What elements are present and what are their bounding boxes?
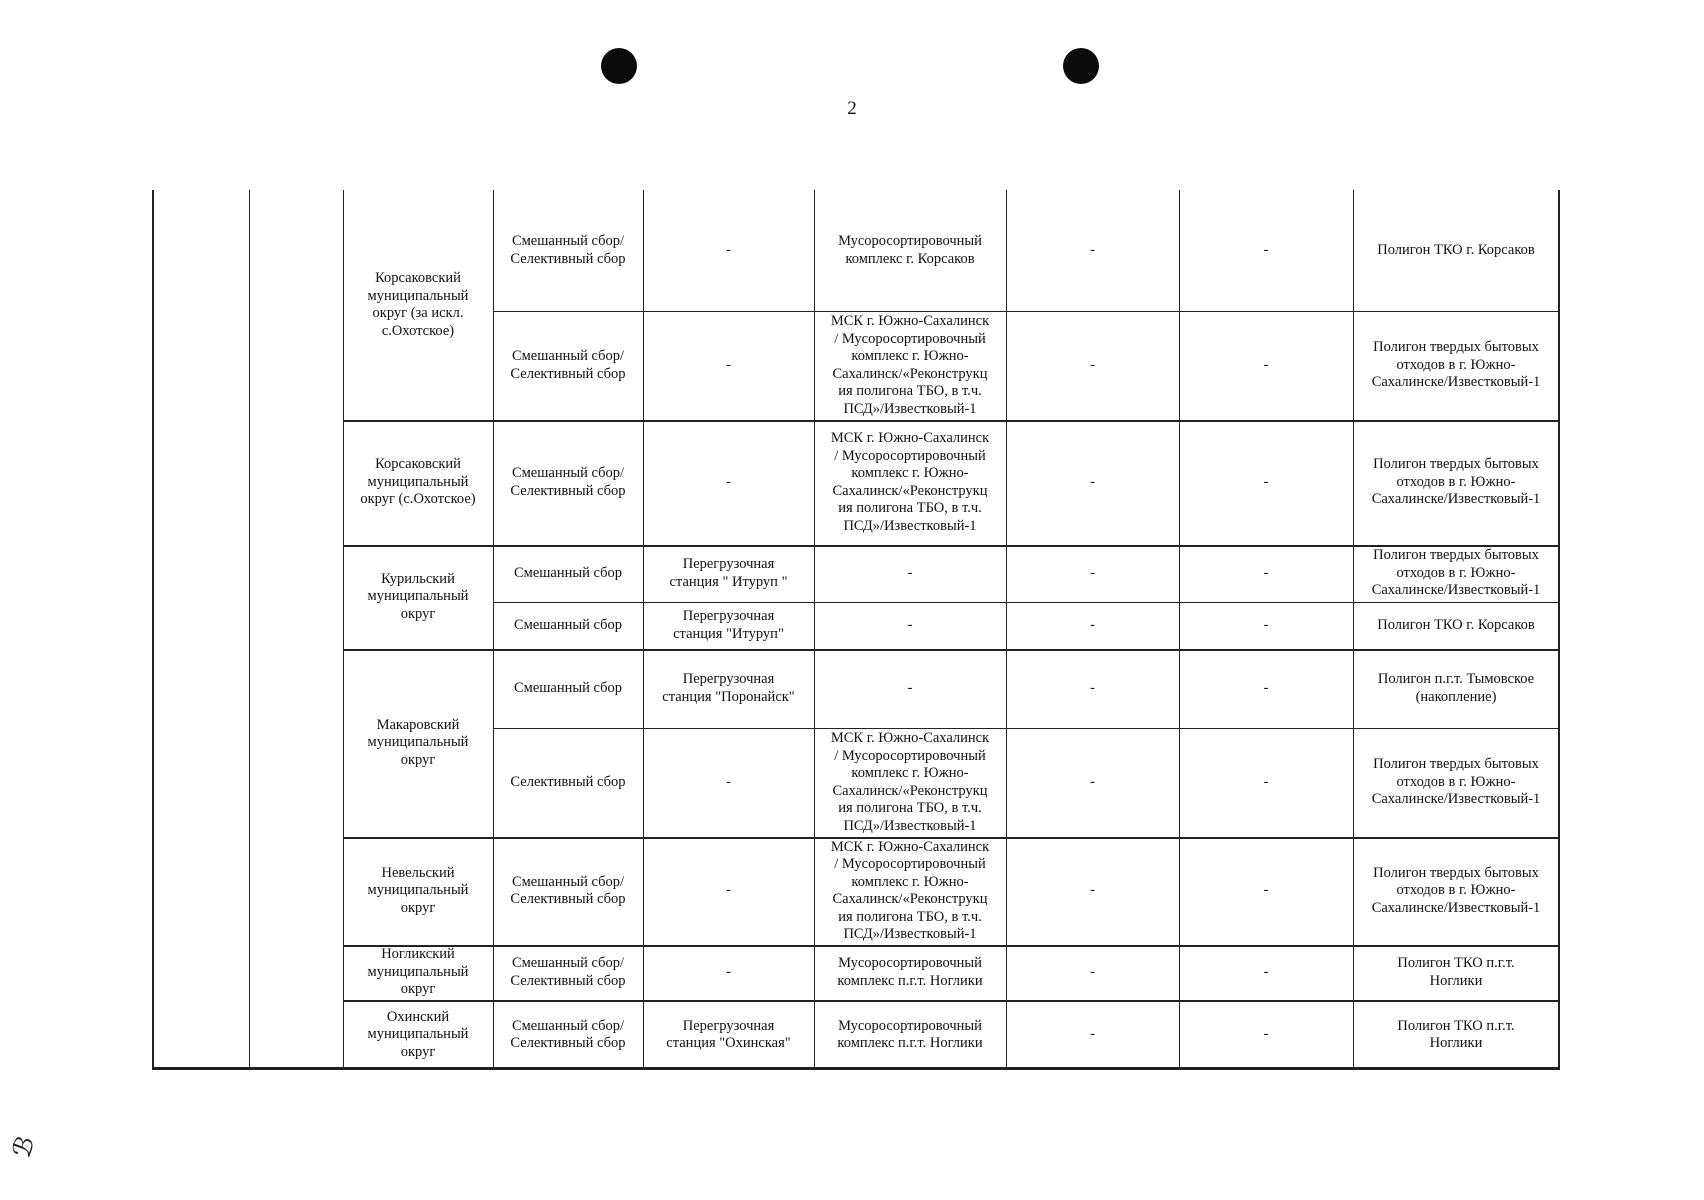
cell-collection: Смешанный сбор/ Селективный сбор	[510, 873, 626, 907]
cell-sorting: МСК г. Южно-Сахалинск / Мусоросортировочный комплекс г. Южно- Сахалинск/«Реконструкц ия полигона ТБО, в т.ч. ПСД»/Известковый-1	[830, 313, 990, 417]
cell-district: Ногликский муниципальный округ	[367, 946, 469, 998]
cell-landfill: Полигон ТКО г. Корсаков	[1377, 241, 1535, 258]
cell-c5: -	[1090, 773, 1095, 790]
cell-landfill: Полигон ТКО г. Корсаков	[1377, 616, 1535, 633]
cell-transfer: Перегрузочная станция "Охинская"	[666, 1017, 791, 1051]
cell-landfill: Полигон п.г.т. Тымовское (накопление)	[1377, 671, 1535, 705]
cell-c5: -	[1090, 616, 1095, 633]
cell-sorting: -	[907, 679, 913, 696]
cell-collection: Смешанный сбор	[513, 679, 623, 696]
cell-c5: -	[1090, 564, 1095, 581]
waste-flow-table	[152, 190, 1560, 1070]
cell-transfer: Перегрузочная станция "Итуруп"	[673, 608, 784, 642]
cell-collection: Смешанный сбор	[513, 616, 623, 633]
cell-collection: Селективный сбор	[510, 773, 626, 790]
cell-district: Невельский муниципальный округ	[367, 864, 469, 916]
cell-collection: Смешанный сбор/ Селективный сбор	[510, 465, 626, 499]
cell-collection: Смешанный сбор/ Селективный сбор	[510, 1017, 626, 1051]
cell-sorting: Мусоросортировочный комплекс г. Корсаков	[838, 233, 982, 267]
cell-c5: -	[1090, 356, 1095, 373]
cell-c6: -	[1263, 356, 1269, 373]
cell-transfer: Перегрузочная станция "Поронайск"	[662, 671, 795, 705]
cell-landfill: Полигон твердых бытовых отходов в г. Южно- Сахалинске/Известковый-1	[1371, 547, 1541, 599]
cell-landfill: Полигон твердых бытовых отходов в г. Южно- Сахалинске/Известковый-1	[1371, 756, 1541, 808]
cell-sorting: -	[907, 564, 913, 581]
cell-landfill: Полигон твердых бытовых отходов в г. Южно- Сахалинске/Известковый-1	[1371, 456, 1541, 508]
cell-c6: -	[1263, 564, 1269, 581]
cell-landfill: Полигон твердых бытовых отходов в г. Южно- Сахалинске/Известковый-1	[1371, 864, 1541, 916]
cell-c6: -	[1263, 473, 1269, 490]
cell-transfer: -	[726, 882, 731, 899]
binder-hole-right	[1063, 48, 1099, 84]
cell-district: Корсаковский муниципальный округ (с.Охотское)	[360, 456, 476, 508]
cell-c6: -	[1263, 773, 1269, 790]
cell-transfer: Перегрузочная станция " Итуруп "	[669, 556, 788, 590]
cell-landfill: Полигон твердых бытовых отходов в г. Южно- Сахалинске/Известковый-1	[1371, 339, 1541, 391]
cell-district: Курильский муниципальный округ	[367, 570, 469, 622]
cell-collection: Смешанный сбор	[513, 564, 623, 581]
cell-c5: -	[1090, 1026, 1095, 1043]
cell-sorting: МСК г. Южно-Сахалинск / Мусоросортировочный комплекс г. Южно- Сахалинск/«Реконструкц ия полигона ТБО, в т.ч. ПСД»/Известковый-1	[830, 430, 990, 534]
cell-landfill: Полигон ТКО п.г.т. Ноглики	[1397, 955, 1515, 989]
handwritten-mark: ℬ	[6, 1132, 42, 1162]
cell-district: Охинский муниципальный округ	[367, 1008, 469, 1060]
cell-sorting: МСК г. Южно-Сахалинск / Мусоросортировочный комплекс г. Южно- Сахалинск/«Реконструкц ия полигона ТБО, в т.ч. ПСД»/Известковый-1	[830, 838, 990, 942]
cell-transfer: -	[726, 963, 731, 980]
cell-c5: -	[1090, 882, 1095, 899]
cell-c5: -	[1090, 473, 1095, 490]
cell-c6: -	[1263, 679, 1269, 696]
cell-sorting: Мусоросортировочный комплекс п.г.т. Ноглики	[837, 1017, 983, 1051]
cell-sorting: Мусоросортировочный комплекс п.г.т. Ноглики	[837, 955, 983, 989]
page-number: 2	[847, 98, 857, 119]
cell-c5: -	[1090, 241, 1095, 258]
column-divider	[249, 190, 250, 1067]
cell-transfer: -	[726, 241, 731, 258]
cell-collection: Смешанный сбор/ Селективный сбор	[510, 955, 626, 989]
cell-sorting: МСК г. Южно-Сахалинск / Мусоросортировочный комплекс г. Южно- Сахалинск/«Реконструкц ия полигона ТБО, в т.ч. ПСД»/Известковый-1	[830, 730, 990, 834]
cell-transfer: -	[726, 356, 731, 373]
cell-collection: Смешанный сбор/ Селективный сбор	[510, 233, 626, 267]
cell-c6: -	[1263, 963, 1269, 980]
cell-c6: -	[1263, 882, 1269, 899]
cell-c6: -	[1263, 1026, 1269, 1043]
cell-c6: -	[1263, 616, 1269, 633]
cell-landfill: Полигон ТКО п.г.т. Ноглики	[1397, 1017, 1515, 1051]
cell-collection: Смешанный сбор/ Селективный сбор	[510, 348, 626, 382]
cell-c5: -	[1090, 963, 1095, 980]
cell-sorting: -	[907, 616, 913, 633]
binder-hole-left	[601, 48, 637, 84]
cell-c6: -	[1263, 241, 1269, 258]
cell-c5: -	[1090, 679, 1095, 696]
cell-transfer: -	[726, 773, 731, 790]
cell-district: Корсаковский муниципальный округ (за искл. с.Охотское)	[367, 270, 469, 339]
cell-district: Макаровский муниципальный округ	[367, 716, 469, 768]
cell-transfer: -	[726, 473, 731, 490]
